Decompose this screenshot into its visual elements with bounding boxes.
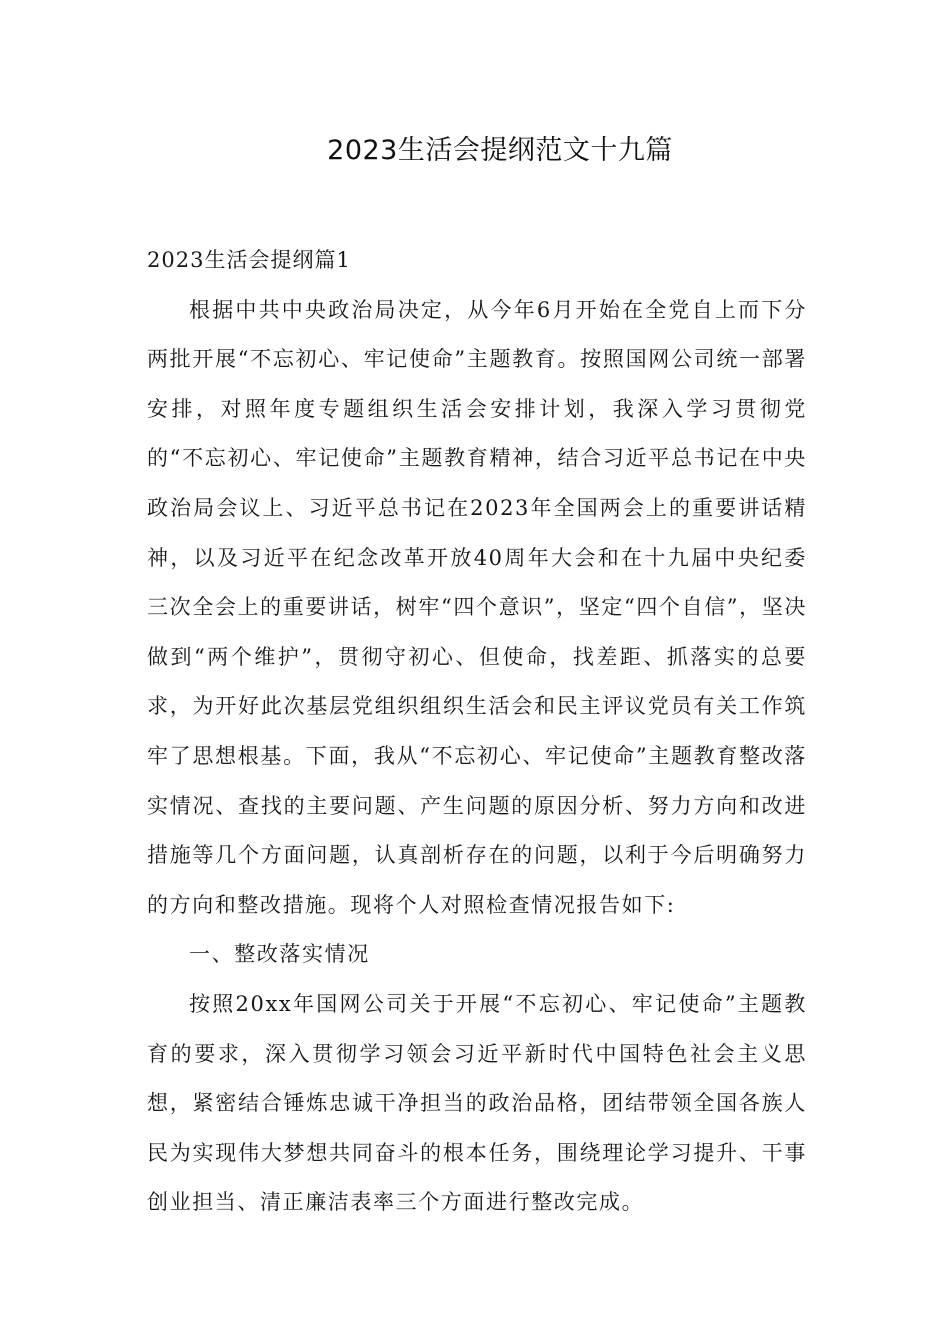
subsection-heading: 一、整改落实情况	[189, 942, 370, 967]
paragraph-intro: 根据中共中央政治局决定，从今年6月开始在全党自上而下分两批开展“不忘初心、牢记使命”主题教育。按照国网公司统一部署安排，对照年度专题组织生活会安排计划，我深入学习贯彻党的“不忘初心、牢记使命”主题教育精神，结合习近平总书记在中央政治局会议上、习近平总书记在2023年全国两会上的重要讲话精神，以及习近平在纪念改革开放40周年大会和在十九届中央纪委三次全会上的重要讲话，树牢“四个意识”，坚定“四个自信”，坚决做到“两个维护”，贯彻守初心、但使命，找差距、抓落实的总要求，为开好此次基层党组织组织生活会和民主评议党员有关工作筑牢了思想根基。下面，我从“不忘初心、牢记使命”主题教育整改落实情况、查找的主要问题、产生问题的原因分析、努力方向和改进措施等几个方面问题，认真剖析存在的问题，以利于今后明确努力的方向和整改措施。现将个人对照检查情况报告如下:	[147, 297, 807, 917]
section-heading: 2023生活会提纲篇1	[147, 248, 351, 272]
document-body	[147, 236, 807, 1228]
paragraph-rectification: 按照20xx年国网公司关于开展“不忘初心、牢记使命”主题教育的要求，深入贯彻学习领会习近平新时代中国特色社会主义思想，紧密结合锤炼忠诚干净担当的政治品格，团结带领全国各族人民为实现伟大梦想共同奋斗的根本任务，围绕理论学习提升、干事创业担当、清正廉洁表率三个方面进行整改完成。	[147, 991, 807, 1215]
document-title: 2023生活会提纲范文十九篇	[327, 135, 673, 166]
